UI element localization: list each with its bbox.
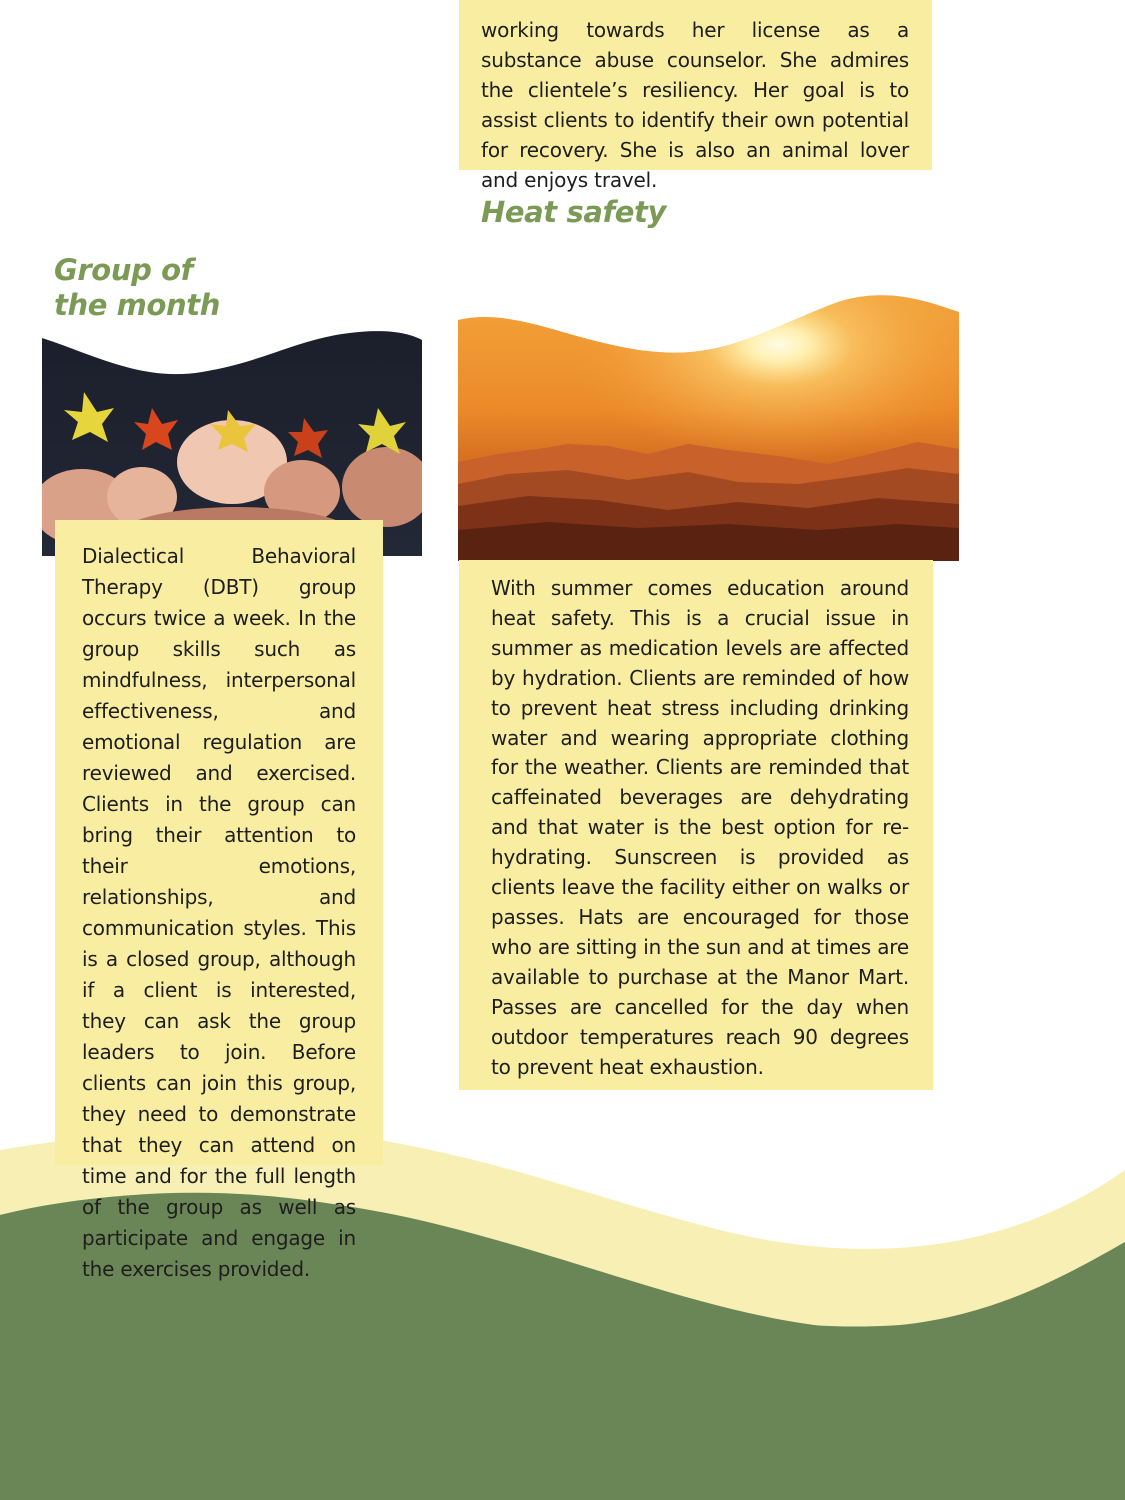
heat-safety-heading: Heat safety: [481, 195, 666, 229]
bio-text: [481, 15, 909, 195]
heat-safety-text: [491, 574, 909, 1082]
heat-safety-paragraph: With summer comes education around heat safety. This is a crucial issue in summer as medication levels are affected by hydration. Clients are reminded of how to prevent heat stress including drinking water and wearing appropriate clothing for the weather. Clients are reminded that caffeinated beverages are dehydrating and that water is the best option for re-hydrating. Sunscreen is provided as clients leave the facility either on walks or passes. Hats are encouraged for those who are sitting in the sun and at times are available to purchase at the Manor Mart. Passes are cancelled for the day when outdoor temperatures reach 90 degrees to prevent heat exhaustion.: [491, 576, 909, 1079]
group-heading-line1: Group of: [54, 253, 193, 287]
group-of-month-paragraph: Dialectical Behavioral Therapy (DBT) group occurs twice a week. In the group skills such as mindfulness, interpersonal effectiveness, and emotional regulation are reviewed and exercised. Clients in the group can bring their attention to their emotions, relationships, and communication styles. This is a closed group, although if a client is interested, they can ask the group leaders to join. Before clients can join this group, they need to demonstrate that they can attend on time and for the full length of the group as well as participate and engage in the exercises provided.: [82, 544, 356, 1281]
group-heading-line2: the month: [54, 288, 220, 322]
sunset-image: [458, 284, 959, 561]
group-of-month-text: [82, 541, 356, 1285]
bio-paragraph: working towards her license as a substance abuse counselor. She admires the clientele’s resiliency. Her goal is to assist clients to identify their own potential for recovery. She is also an animal lover and enjoys travel.: [481, 18, 909, 192]
